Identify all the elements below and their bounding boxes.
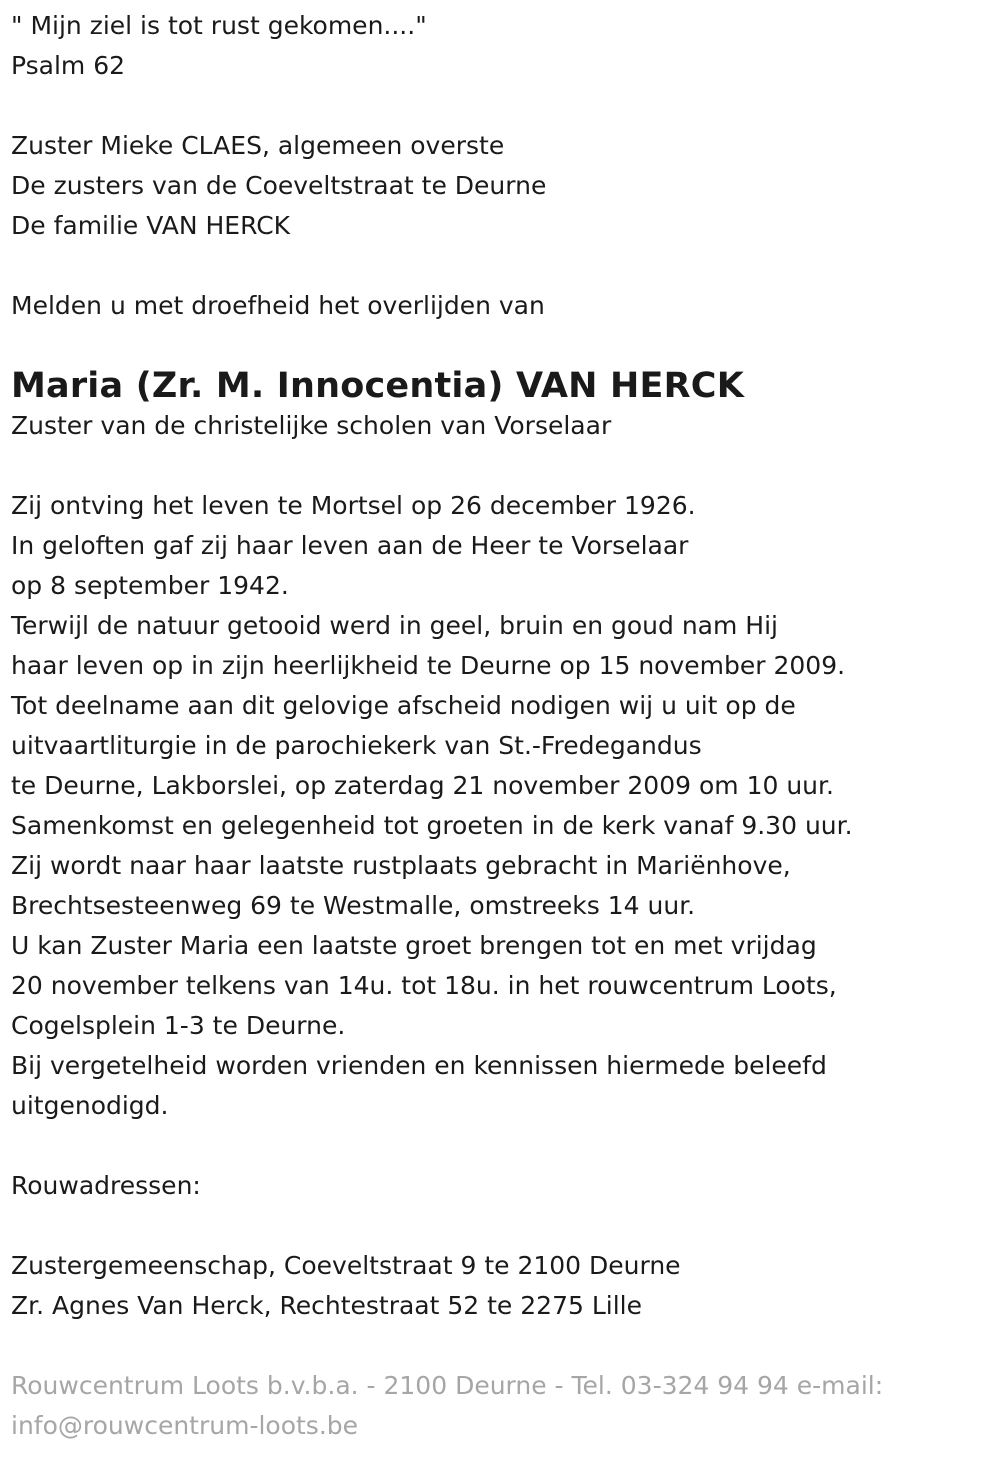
mourning-addresses-heading: Rouwadressen:: [11, 1171, 201, 1200]
deceased-subtitle: Zuster van de christelijke scholen van Vorselaar: [11, 411, 612, 440]
body-line: haar leven op in zijn heerlijkheid te Deurne op 15 november 2009.: [11, 651, 846, 680]
spacer: [11, 86, 991, 126]
funeral-home-footer: [11, 1366, 991, 1446]
announcer-line: De familie VAN HERCK: [11, 211, 291, 240]
body-line: op 8 september 1942.: [11, 571, 289, 600]
body-line: 20 november telkens van 14u. tot 18u. in het rouwcentrum Loots,: [11, 971, 837, 1000]
body-line: te Deurne, Lakborslei, op zaterdag 21 november 2009 om 10 uur.: [11, 771, 834, 800]
spacer: [11, 246, 991, 286]
deceased-name: Maria (Zr. M. Innocentia) VAN HERCK: [11, 366, 745, 406]
body-line: Zij ontving het leven te Mortsel op 26 december 1926.: [11, 491, 696, 520]
body-line: Bij vergetelheid worden vrienden en kennissen hiermede beleefd: [11, 1051, 827, 1080]
psalm-quote: " Mijn ziel is tot rust gekomen....": [11, 11, 427, 40]
spacer: [11, 446, 991, 486]
body-line: Terwijl de natuur getooid werd in geel, bruin en goud nam Hij: [11, 611, 778, 640]
spacer: [11, 1126, 991, 1166]
body-line: uitvaartliturgie in de parochiekerk van St.-Fredegandus: [11, 731, 702, 760]
body-line: Brechtsesteenweg 69 te Westmalle, omstreeks 14 uur.: [11, 891, 696, 920]
intro-line: Melden u met droefheid het overlijden van: [11, 291, 545, 320]
announcer-line: Zuster Mieke CLAES, algemeen overste: [11, 131, 505, 160]
spacer: [11, 1326, 991, 1366]
footer-contact-line: Rouwcentrum Loots b.v.b.a. - 2100 Deurne - Tel. 03-324 94 94 e-mail:: [11, 1371, 884, 1400]
body-line: uitgenodigd.: [11, 1091, 169, 1120]
obituary-notice: [11, 6, 991, 1446]
body-line: Tot deelname aan dit gelovige afscheid nodigen wij u uit op de: [11, 691, 796, 720]
spacer: [11, 1206, 991, 1246]
mourning-address: Zr. Agnes Van Herck, Rechtestraat 52 te 2275 Lille: [11, 1291, 642, 1320]
body-line: Samenkomst en gelegenheid tot groeten in de kerk vanaf 9.30 uur.: [11, 811, 853, 840]
body-line: In geloften gaf zij haar leven aan de Heer te Vorselaar: [11, 531, 689, 560]
body-line: U kan Zuster Maria een laatste groet brengen tot en met vrijdag: [11, 931, 817, 960]
spacer: [11, 326, 991, 366]
footer-email: info@rouwcentrum-loots.be: [11, 1411, 359, 1440]
announcer-line: De zusters van de Coeveltstraat te Deurne: [11, 171, 547, 200]
body-line: Zij wordt naar haar laatste rustplaats gebracht in Mariënhove,: [11, 851, 791, 880]
mourning-address: Zustergemeenschap, Coeveltstraat 9 te 2100 Deurne: [11, 1251, 681, 1280]
body-line: Cogelsplein 1-3 te Deurne.: [11, 1011, 346, 1040]
psalm-reference: Psalm 62: [11, 51, 126, 80]
